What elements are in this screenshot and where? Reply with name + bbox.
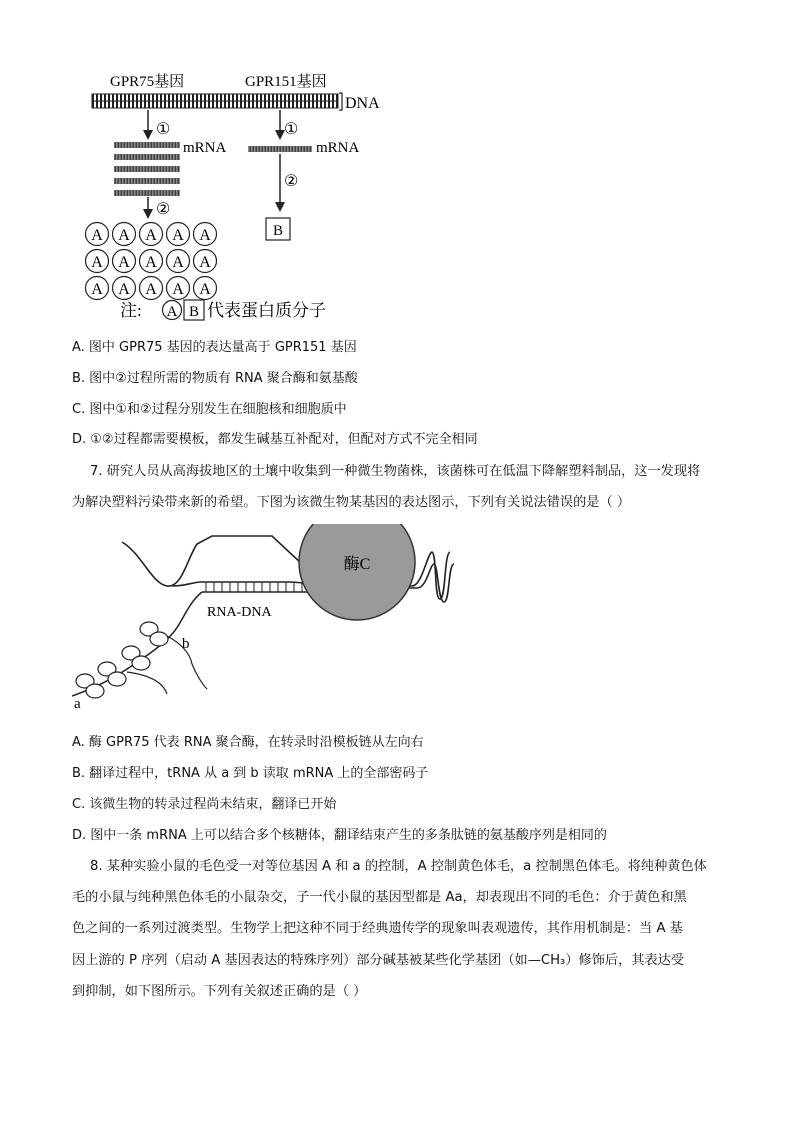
note-suffix: 代表蛋白质分子 [207,301,326,320]
right-mrna-label: mRNA [316,140,360,156]
ribosome-subunit [132,656,150,670]
q7-option-d: D. 图中一条 mRNA 上可以结合多个核糖体，翻译结束产生的多条肽链的氨基酸序列是相同的 [72,828,607,843]
protein-a-label: A [172,254,184,271]
right-step2-label: ② [284,173,299,190]
rna-dna-hybrid-ticks [206,582,302,592]
protein-a-label: A [145,281,157,298]
gene1-label: GPR75基因 [110,74,185,90]
q7-stem-line2: 为解决塑料污染带来新的希望。下图为该微生物某基因的表达图示，下列有关说法错误的是（ ） [72,495,631,510]
protein-a-label: A [199,281,211,298]
right-mrna [248,146,312,152]
note-protein-a-label: A [166,304,178,320]
transcription-translation-figure [72,524,472,714]
ribosome-cluster [76,622,168,698]
left-mrna-stack [114,142,180,196]
note-prefix: 注: [120,301,142,320]
protein-a-label: A [172,281,184,298]
left-translation-arrow [143,197,153,219]
q8-stem-line3: 色之间的一系列过渡类型。生物学上把这种不同于经典遗传学的现象叫表观遗传，其作用机制是：当 A 基 [72,921,683,936]
q7-stem-line1: 7. 研究人员从高海拔地区的土壤中收集到一种微生物菌株，该菌株可在低温下降解塑料制品，这一发现将 [90,464,701,479]
q7-option-c: C. 该微生物的转录过程尚未结束，翻译已开始 [72,797,337,812]
ribosome-subunit [150,632,168,646]
q8-stem-line4: 因上游的 P 序列（启动 A 基因表达的特殊序列）部分碱基被某些化学基团（如—CH₃）修饰后，其表达受 [72,953,685,968]
q6-option-a: A. 图中 GPR75 基因的表达量高于 GPR151 基因 [72,340,357,355]
q7-option-b: B. 翻译过程中，tRNA 从 a 到 b 读取 mRNA 上的全部密码子 [72,766,429,781]
right-step1-label: ① [284,121,299,138]
ribosome-subunit [108,672,126,686]
protein-a-label: A [91,254,103,271]
enzyme-c-label: 酶C [343,556,371,573]
protein-a-label: A [199,227,211,244]
dna-label: DNA [345,95,380,112]
protein-a-label: A [118,254,130,271]
q6-option-c: C. 图中①和②过程分别发生在细胞核和细胞质中 [72,402,347,417]
q7-option-a: A. 酶 GPR75 代表 RNA 聚合酶，在转录时沿模板链从左向右 [72,735,424,750]
protein-a-grid [86,223,217,300]
gene-expression-figure [80,66,400,328]
note-protein-b-label: B [188,304,200,320]
q8-stem-line5: 到抑制，如下图所示。下列有关叙述正确的是（ ） [72,984,367,999]
q8-stem-line1: 8. 某种实验小鼠的毛色受一对等位基因 A 和 a 的控制，A 控制黄色体毛，a 控制黑色体毛。将纯种黄色体 [90,859,707,874]
protein-b-label: B [272,223,284,239]
protein-a-label: A [145,254,157,271]
protein-a-label: A [199,254,211,271]
protein-a-label: A [145,227,157,244]
ribosome-subunit [86,684,104,698]
protein-a-label: A [118,281,130,298]
rna-dna-label: RNA-DNA [207,605,272,620]
gene2-label: GPR151基因 [245,74,327,90]
label-a: a [74,696,81,712]
protein-a-label: A [172,227,184,244]
left-mrna-label: mRNA [183,140,227,156]
protein-a-label: A [118,227,130,244]
label-b: b [182,636,190,652]
left-step2-label: ② [156,201,171,218]
protein-a-label: A [91,281,103,298]
q8-stem-line2: 毛的小鼠与纯种黑色体毛的小鼠杂交，子一代小鼠的基因型都是 Aa，却表现出不同的毛色：介于黄色和黑 [72,890,687,905]
q6-option-d: D. ①②过程都需要模板，都发生碱基互补配对，但配对方式不完全相同 [72,432,478,447]
dna-strand [92,93,342,110]
q6-option-b: B. 图中②过程所需的物质有 RNA 聚合酶和氨基酸 [72,371,358,386]
left-step1-label: ① [156,121,171,138]
peptide-middle [127,672,167,694]
left-transcription-arrow [143,110,153,140]
protein-a-label: A [91,227,103,244]
